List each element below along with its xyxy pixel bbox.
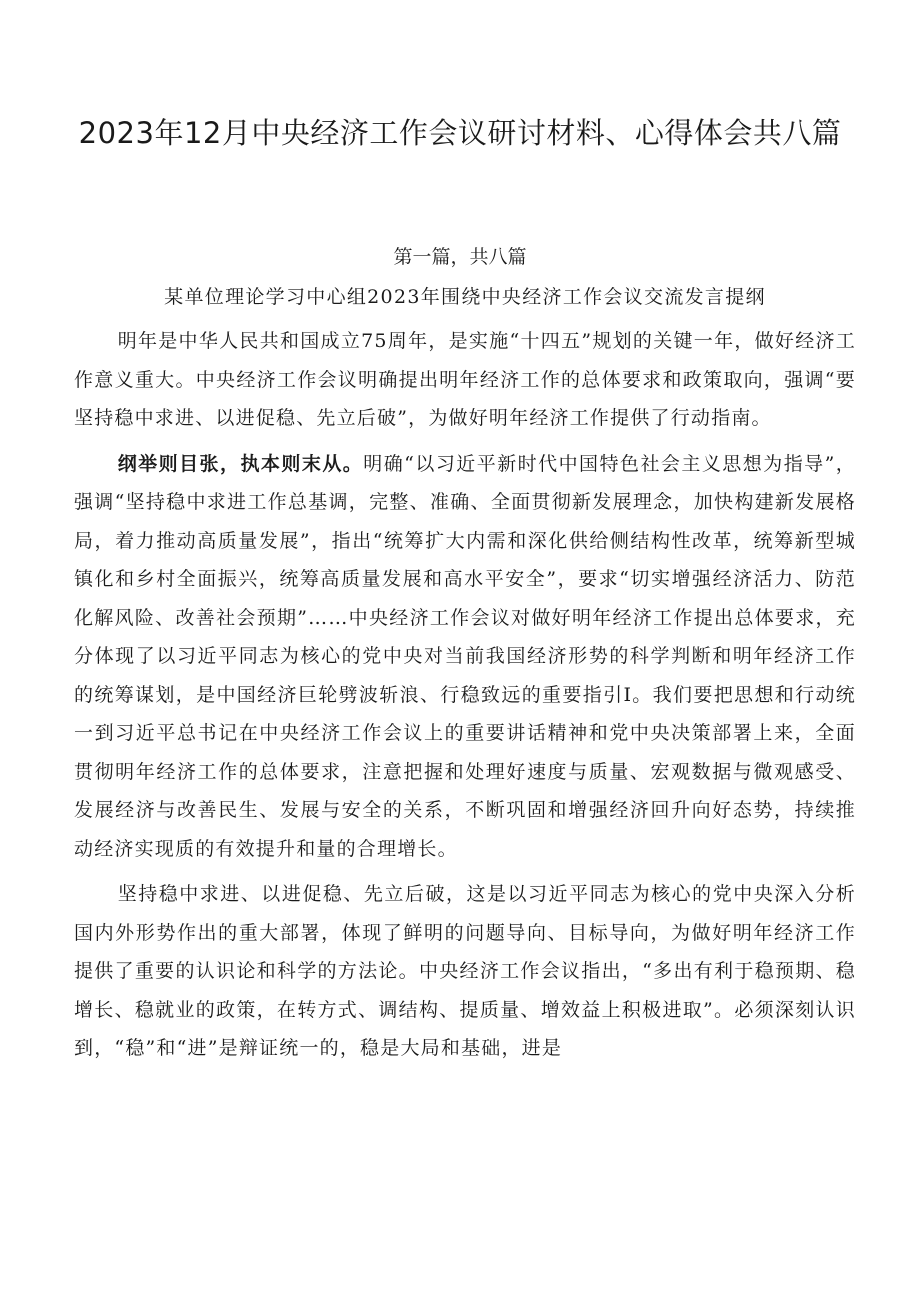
sub-heading: 某单位理论学习中心组2023年围绕中央经济工作会议交流发言提纲 [164, 286, 766, 308]
paragraph-lead: 纲举则目张，执本则末从。 [117, 452, 364, 475]
document-title: 2023年12月中央经济工作会议研讨材料、心得体会共八篇 [78, 116, 842, 150]
document-body [74, 322, 856, 1075]
paragraph-text: 明确“以习近平新时代中国特色社会主义思想为指导”，强调“坚持稳中求进工作总基调，完整、准确、全面贯彻新发展理念，加快构建新发展格局，着力推动高质量发展”，指出“统筹扩大内需和深化供给侧结构性改革，统筹新型城镇化和乡村全面振兴，统筹高质量发展和高水平安全”，要求“切实增强经济活力、防范化解风险、改善社会预期”……中央经济工作会议对做好明年经济工作提出总体要求，充分体现了以习近平同志为核心的党中央对当前我国经济形势的科学判断和明年经济工作的统筹谋划，是中国经济巨轮劈波斩浪、行稳致远的重要指引I。我们要把思想和行动统一到习近平总书记在中央经济工作会议上的重要讲话精神和党中央决策部署上来，全面贯彻明年经济工作的总体要求，注意把握和处理好速度与质量、宏观数据与微观感受、发展经济与改善民生、发展与安全的关系，不断巩固和增强经济回升向好态势，持续推动经济实现质的有效提升和量的合理增长。 [74, 452, 856, 860]
paragraph [74, 445, 856, 869]
paragraph [74, 875, 856, 1068]
section-heading: 第一篇，共八篇 [393, 246, 527, 268]
paragraph-text: 明年是中华人民共和国成立75周年，是实施“十四五”规划的关键一年，做好经济工作意义重大。中央经济工作会议明确提出明年经济工作的总体要求和政策取向，强调“要坚持稳中求进、以进促稳、先立后破”，为做好明年经济工作提供了行动指南。 [74, 330, 856, 429]
paragraph [74, 322, 856, 438]
paragraph-text: 坚持稳中求进、以进促稳、先立后破，这是以习近平同志为核心的党中央深入分析国内外形势作出的重大部署，体现了鲜明的问题导向、目标导向，为做好明年经济工作提供了重要的认识论和科学的方法论。中央经济工作会议指出，“多出有利于稳预期、稳增长、稳就业的政策，在转方式、调结构、提质量、增效益上积极进取”。必须深刻认识到，“稳”和“进”是辩证统一的，稳是大局和基础，进是 [74, 883, 856, 1059]
